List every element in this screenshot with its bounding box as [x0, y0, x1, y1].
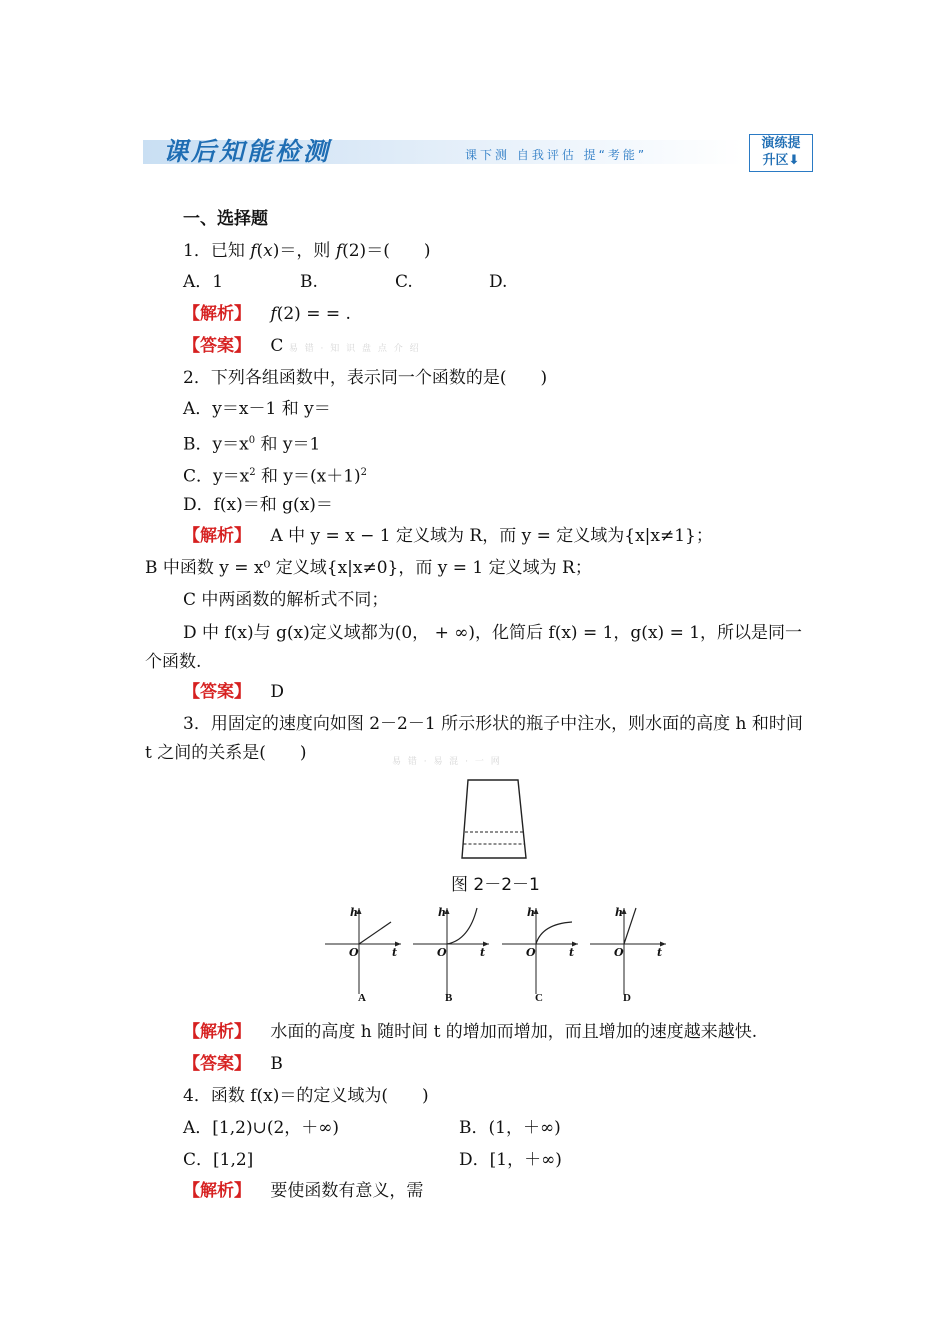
graph-a-axis-t: t: [392, 946, 398, 959]
q2-opt-b-post: 和 y＝1: [255, 434, 321, 455]
graph-c-curve: [536, 922, 572, 944]
graph-option-d: [588, 904, 668, 1004]
q3-analysis-text: 水面的高度 h 随时间 t 的增加而增加，而且增加的速度越来越快.: [270, 1022, 758, 1042]
banner-title: 课后知能检测: [163, 137, 332, 166]
q2-opt-b-sup: 0: [248, 435, 256, 446]
graph-label-c: C: [535, 992, 543, 1004]
q4-opt-d: D．[1，＋∞): [459, 1150, 562, 1170]
q1-opt-c: C.: [395, 272, 413, 292]
graph-option-c: [500, 904, 580, 1004]
q2-opt-c-sup2: 2: [360, 467, 368, 478]
q3-stem-text: 3．用固定的速度向如图 2－2－1 所示形状的瓶子中注水，则水面的高度 h 和时间 t 之间的关系是( ): [145, 714, 803, 763]
q1-stem-f: f: [335, 241, 343, 261]
q2-opt-b-pre: B．y＝x: [183, 434, 249, 455]
q1-answer-tag: 【答案】: [183, 336, 251, 356]
q2-analysis-2: B 中函数 y = x⁰ 定义域{x|x≠0}，而 y = 1 定义域为 R；: [145, 558, 592, 578]
q2-opt-c-sup: 2: [249, 467, 256, 478]
q2-opt-d: D．f(x)＝和 g(x)＝: [183, 495, 333, 515]
q4-analysis: [183, 1180, 423, 1202]
q2-answer-value: D: [270, 682, 285, 702]
bottle-figure: [456, 778, 532, 862]
q4-opt-b: B．(1，＋∞): [459, 1118, 561, 1138]
graph-label-d: D: [623, 992, 631, 1004]
q2-opt-b: [183, 430, 320, 456]
q4-opt-c: C．[1,2]: [183, 1150, 254, 1170]
q1-stem-d: x: [263, 241, 273, 261]
graph-c-axis-h: h: [527, 906, 535, 919]
q1-analysis-text: (2) = = .: [276, 304, 351, 324]
q3-answer: [183, 1053, 283, 1075]
q3-analysis-tag: 【解析】: [183, 1022, 251, 1042]
q1-opt-b: B.: [300, 272, 318, 292]
q3-faint-watermark: 易 错 · 易 混 · 一 网: [392, 757, 502, 767]
graph-d-axis-o: O: [614, 946, 624, 959]
q1-answer: [183, 335, 421, 360]
q1-stem-b: f: [250, 241, 257, 261]
q1-stem-e: )＝，则: [272, 241, 336, 261]
q1-stem-a: 1．已知: [183, 241, 251, 261]
bottle-outline: [462, 780, 526, 858]
graph-b-curve: [447, 908, 477, 944]
q2-opt-a: A．y＝x－1 和 y＝: [183, 399, 331, 419]
q1-faint-watermark: 易 错 · 知 识 盘 点 介 绍: [288, 344, 421, 354]
graph-b-axis-h: h: [438, 906, 446, 919]
graph-d-axis-t: t: [657, 946, 663, 959]
q4-analysis-text: 要使函数有意义，需: [270, 1181, 424, 1201]
q2-analysis-3: C 中两函数的解析式不同；: [183, 590, 389, 610]
graph-c-axis-o: O: [526, 946, 536, 959]
banner-subtitle: 课下测 自我评估 提“考能”: [465, 148, 648, 162]
q2-stem: 2．下列各组函数中，表示同一个函数的是( ): [183, 368, 548, 388]
section-title: 一、选择题: [183, 209, 268, 229]
practice-zone-button[interactable]: [749, 134, 813, 172]
q2-answer: [183, 681, 284, 703]
q3-answer-tag: 【答案】: [183, 1054, 251, 1074]
q3-answer-value: B: [270, 1054, 283, 1074]
graph-a-axis-h: h: [350, 906, 358, 919]
graph-b-axis-t: t: [480, 946, 486, 959]
graph-a-curve: [359, 922, 391, 944]
graph-label-a: A: [358, 992, 366, 1004]
q2-analysis-1-text: A 中 y = x − 1 定义域为 R，而 y = 定义域为{x|x≠1}；: [270, 526, 713, 546]
graph-c-axis-t: t: [569, 946, 575, 959]
q1-stem-g: (2)＝( ): [342, 241, 431, 261]
q2-answer-tag: 【答案】: [183, 682, 251, 702]
q1-analysis-f: f: [270, 304, 277, 324]
q1-opt-a: A．1: [183, 272, 224, 292]
q1-analysis: [183, 303, 351, 325]
graph-b-axis-o: O: [437, 946, 447, 959]
q2-analysis-4-text: D 中 f(x)与 g(x)定义域都为(0， + ∞)，化简后 f(x) = 1，g(x) = 1，所以是同一个函数.: [145, 623, 803, 672]
q4-stem: 4．函数 f(x)＝的定义域为( ): [183, 1086, 429, 1106]
q1-options: [183, 271, 223, 293]
graph-a-axis-o: O: [349, 946, 359, 959]
q2-analysis-tag: 【解析】: [183, 526, 251, 546]
graph-label-b: B: [445, 992, 453, 1004]
q2-analysis-1: [183, 525, 713, 547]
q4-opt-a: A．[1,2)∪(2，＋∞): [183, 1118, 340, 1138]
graph-option-a: [323, 904, 403, 1004]
q1-analysis-tag: 【解析】: [183, 304, 251, 324]
graph-option-b: [411, 904, 491, 1004]
figure-caption: 图 2－2－1: [451, 875, 540, 895]
q1-answer-value: C: [270, 336, 284, 356]
q2-opt-c-mid: 和 y＝(x＋1): [255, 466, 361, 487]
graph-d-axis-h: h: [615, 906, 623, 919]
q1-stem-c: (: [256, 241, 264, 261]
q1-opt-d: D.: [489, 272, 508, 292]
q2-analysis-4: [145, 619, 813, 677]
q4-analysis-tag: 【解析】: [183, 1181, 251, 1201]
q2-opt-c-pre: C．y＝x: [183, 466, 250, 487]
q1-stem: [183, 240, 430, 262]
practice-zone-label-2: 升区⬇: [762, 153, 800, 168]
q2-opt-c: [183, 462, 367, 488]
q3-analysis: [183, 1021, 757, 1043]
practice-zone-label-1: 演练提: [761, 136, 801, 151]
section-banner: [143, 132, 815, 172]
